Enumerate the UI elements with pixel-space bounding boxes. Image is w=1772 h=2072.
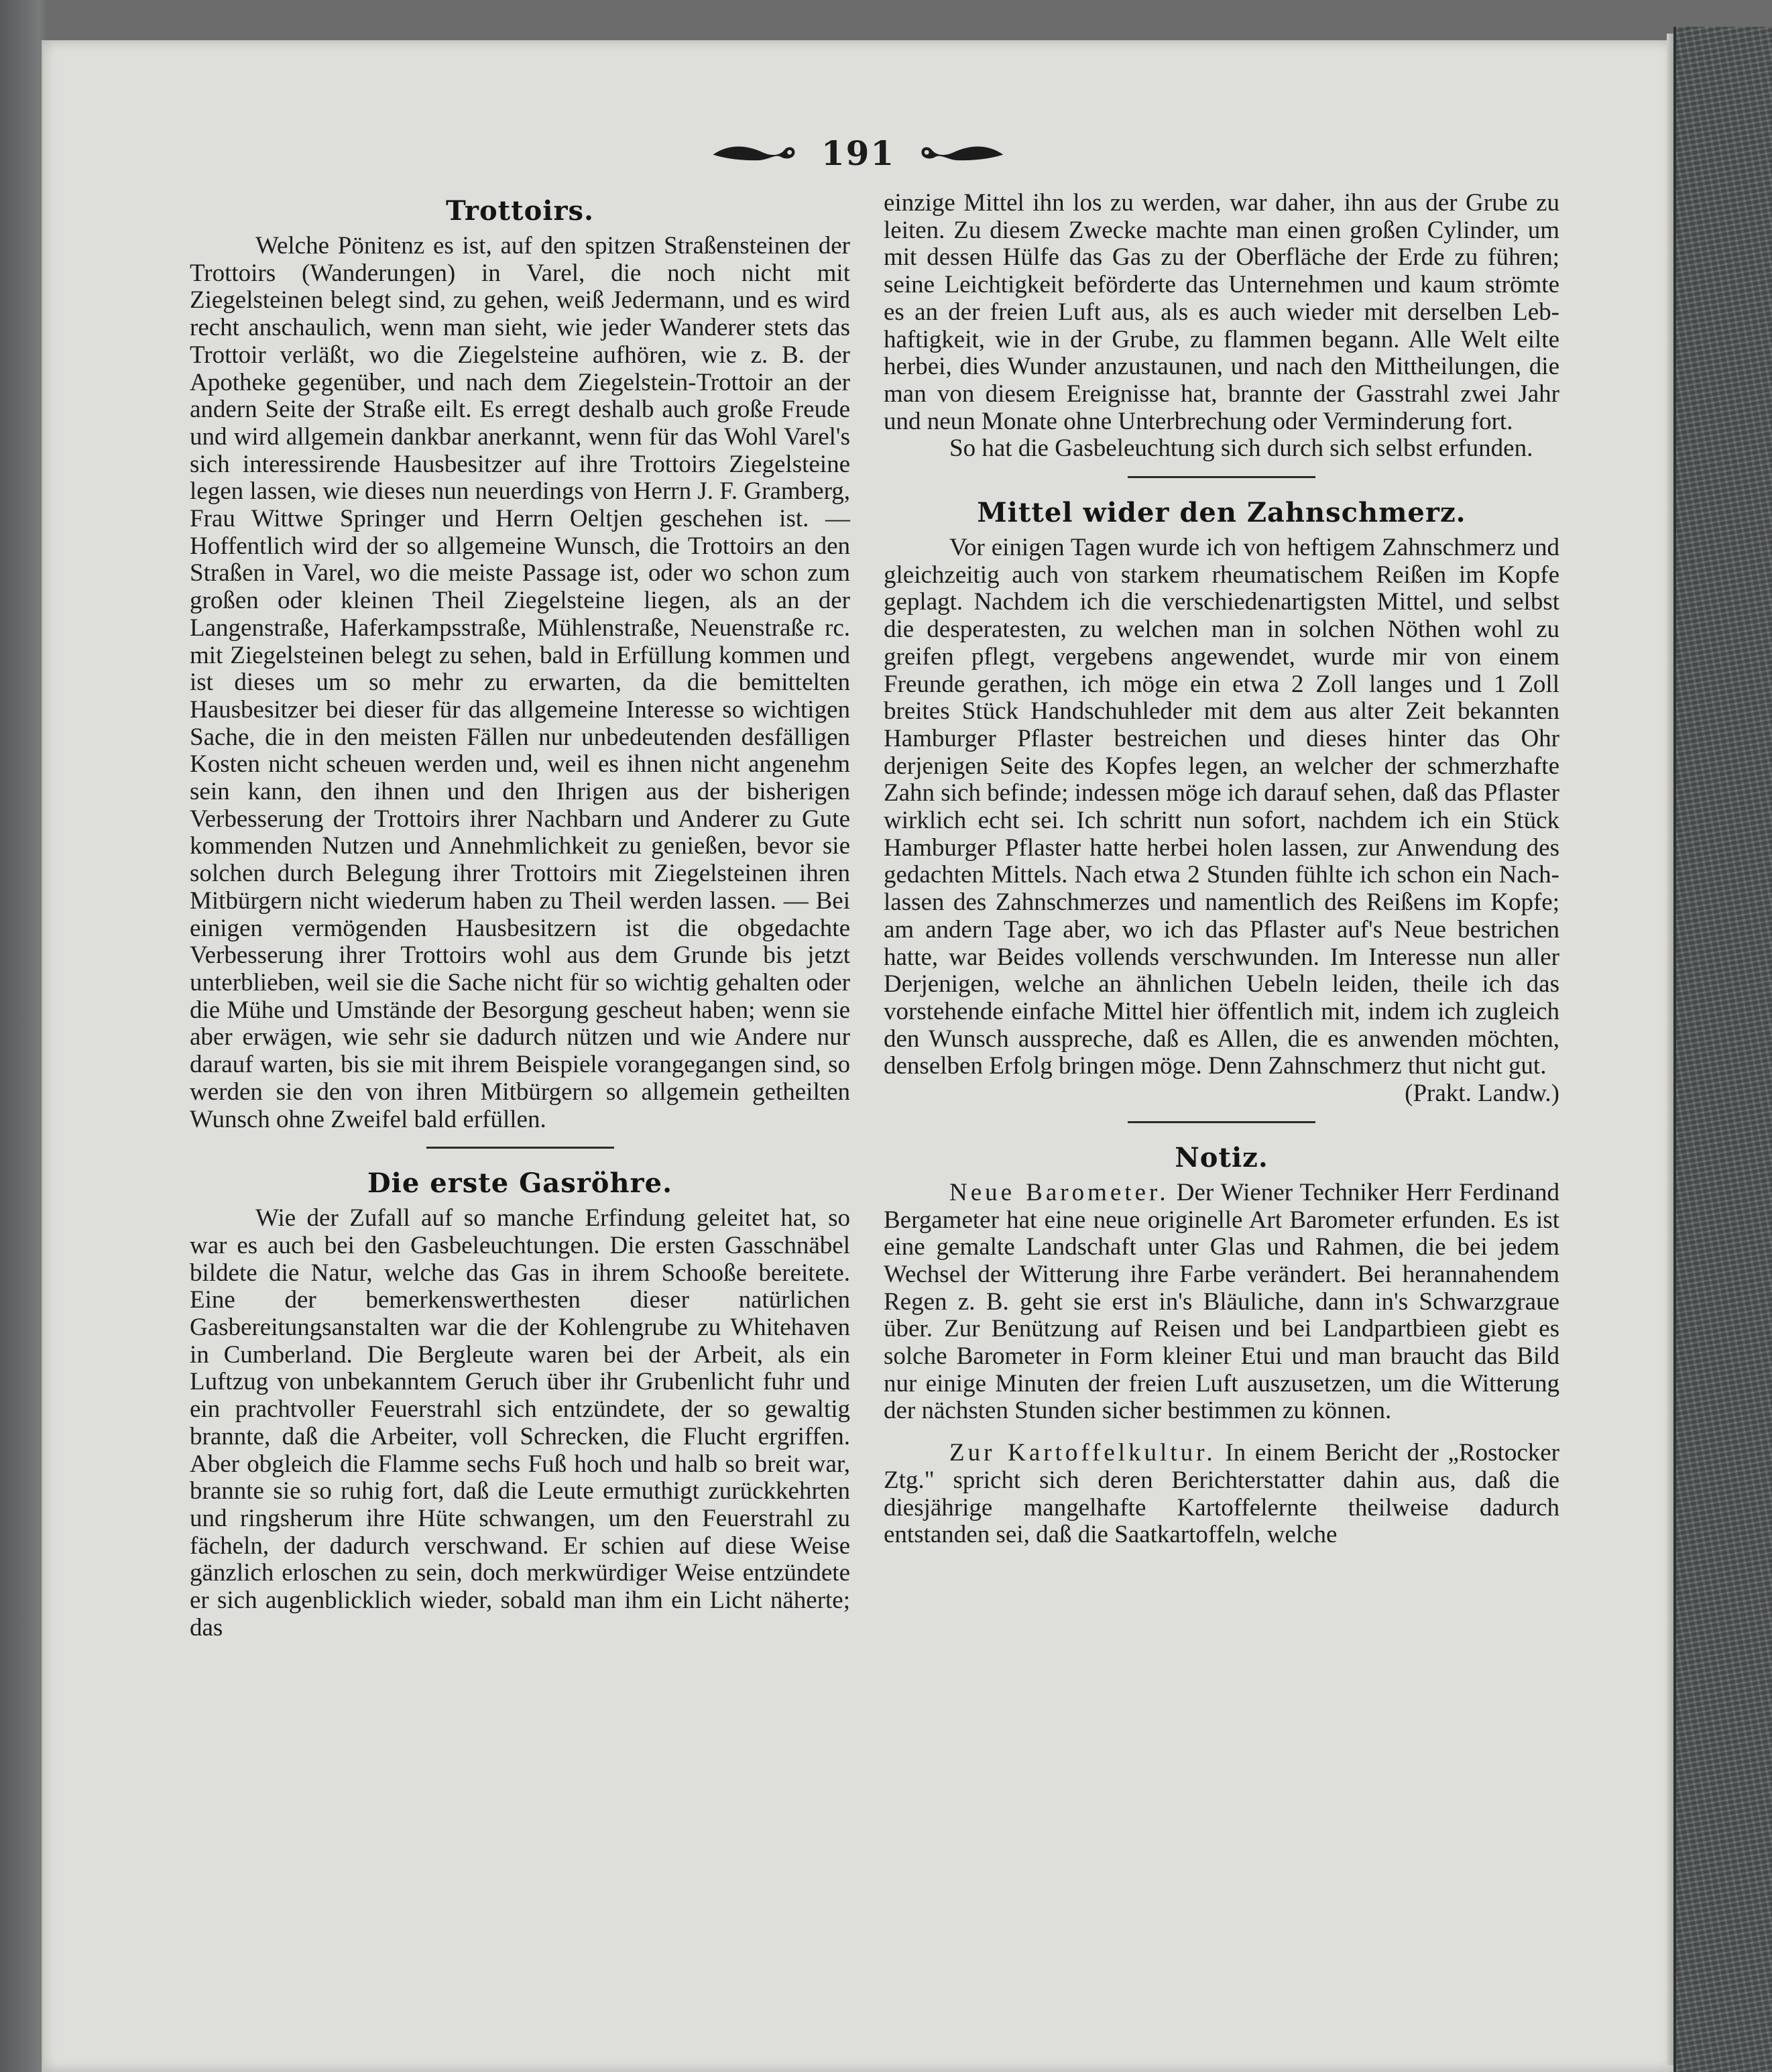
left-flourish-icon <box>711 136 797 170</box>
section-divider <box>1128 1121 1315 1123</box>
article-title-zahnschmerz: Mittel wider den Zahnschmerz. <box>977 497 1466 529</box>
article-attribution: (Prakt. Landw.) <box>1405 1080 1559 1108</box>
article-title-trottoirs: Trottoirs. <box>446 195 594 227</box>
page-header <box>711 126 1006 180</box>
right-flourish-icon <box>919 136 1006 170</box>
section-divider <box>426 1147 614 1149</box>
notiz-barometer <box>884 1179 1559 1425</box>
right-column <box>884 190 1559 1549</box>
notiz-barometer-lead: Neue Barometer. <box>949 1178 1169 1206</box>
article-body-zahnschmerz: Vor einigen Tagen wurde ich von heftigem Zahnschmerz und gleichzeitig auch von starkem rheumatischem Reißen im Kopfe geplagt. Nachdem ich die verschiedenartigsten Mittel, und selbst die desperatesten, zu welchen man in solchen Nöthen wohl zu greifen pflegt, vergebens angewendet, wurde mir von einem Freunde gerathen, ich möge ein etwa 2 Zoll langes und 1 Zoll breites Stück Handschuhleder mit dem aus alter Zeit bekannten Hamburger Pflaster bestreichen und dieses hinter das Ohr derjenigen Seite des Kopfes legen, an welcher der schmerzhafte Zahn sich befinde; indessen möge ich darauf sehen, daß das Pflaster wirklich echt sei. Ich schritt nun sofort, nachdem ich ein Stück Hamburger Pflaster hatte herbei holen lassen, zur Anwendung des gedachten Mittels. Nach etwa 2 Stunden fühlte ich schon ein Nachlassen des Zahnschmerzes und namentlich des Reißens im Kopfe; am andern Tage aber, wo ich das Pflaster auf's Neue bestrichen hatte, war Beides vollends verschwunden. Im Interesse nun aller Derjenigen, welche an ähnlichen Uebeln leiden, theile ich das vorstehende einfache Mittel hier öffentlich mit, indem ich zugleich den Wunsch ausspreche, daß es Allen, die es anwenden möchten, denselben Erfolg bringen möge. Denn Zahnschmerz thut nicht gut. <box>884 534 1559 1080</box>
notiz-kartoffel-body: In einem Bericht der „Rostocker Ztg." spricht sich deren Berichterstatter dahin aus, daß die diesjährige mangelhafte Kartoffelernte theilweise dadurch entstanden sei, daß die Saatkartoffeln, welche <box>884 1439 1559 1549</box>
article-closing-gasroehre: So hat die Gasbeleuchtung sich durch sich selbst erfunden. <box>949 435 1533 463</box>
article-title-notiz: Notiz. <box>1175 1141 1268 1173</box>
notiz-kartoffel-lead: Zur Kartoffelkultur. <box>949 1439 1216 1467</box>
notiz-barometer-body: Der Wiener Techniker Herr Ferdinand Bergameter hat eine neue originelle Art Barometer erfunden. Es ist eine gemalte Landschaft unter Glas und Rahmen, die bei jedem Wechsel der Witterung ihre Farbe verändert. Bei herannahendem Regen z. B. geht sie erst in's Bläuliche, dann in's Schwarzgraue über. Zur Benützung auf Reisen und bei Landpartbieen giebt es solche Barometer in Form kleiner Etui und man braucht das Bild nur einige Minuten der freien Luft auszusetzen, um die Witterung der nächsten Stunden sicher bestimmen zu können. <box>884 1178 1560 1425</box>
article-body-gasroehre: Wie der Zufall auf so manche Erfindung geleitet hat, so war es auch bei den Gasbeleuchtungen. Die ersten Gasschnäbel bildete die Natur, welche das Gas in ihrem Schooße bereitete. Eine der bemerkenswerthesten dieser natürlichen Gasbereitungsanstalten war die der Kohlengrube zu Whitehaven in Cumberland. Die Bergleute waren bei der Arbeit, als ein Luftzug von unbekanntem Geruch über ihr Grubenlicht fuhr und ein prachtvoller Feuerstrahl sich entzündete, der so gewaltig brannte, daß die Arbeiter, voll Schrecken, die Flucht ergriffen. Aber obgleich die Flamme sechs Fuß hoch und halb so breit war, brannte sie so ruhig fort, daß die Leute ermuthigt zurückkehrten und ringsherum ihre Hüte schwangen, um den Feuerstrahl zu fächeln, der dadurch verschwand. Er schien auf diese Weise gänzlich erloschen zu sein, doch merkwürdiger Weise entzündete er sich augenblicklich wieder, sobald man ihm ein Licht näherte; das <box>190 1204 850 1642</box>
page-number: 191 <box>821 133 896 173</box>
book-binding <box>1673 27 1772 2072</box>
section-divider <box>1128 476 1315 478</box>
article-body-gasroehre-continued: einzige Mittel ihn los zu werden, war daher, ihn aus der Grube zu leiten. Zu diesem Zwecke machte man einen großen Cylinder, um mit dessen Hülfe das Gas zu der Oberfläche der Erde zu führen; seine Leichtigkeit beförderte das Unternehmen und kaum strömte es an der freien Luft aus, als es auch wieder mit derselben Lebhaftigkeit, wie in der Grube, zu flammen begann. Alle Welt eilte herbei, dies Wunder anzustaunen, und nach den Mittheilungen, die man von diesem Ereignisse hat, brannte der Gasstrahl zwei Jahr und neun Monate ohne Unterbrechung oder Verminderung fort. <box>884 189 1559 435</box>
article-title-gasroehre: Die erste Gasröhre. <box>367 1167 673 1200</box>
notiz-kartoffel <box>884 1440 1559 1549</box>
left-column <box>190 190 850 1642</box>
article-body-trottoirs: Welche Pönitenz es ist, auf den spitzen Straßensteinen der Trottoirs (Wanderungen) in Varel, die noch nicht mit Ziegelsteinen belegt sind, zu gehen, weiß Jedermann, und es wird recht anschaulich, wenn man sieht, wie jeder Wanderer stets das Trottoir verläßt, wo die Ziegelsteine aufhören, wie z. B. der Apotheke gegenüber, und nach dem Ziegelstein-Trottoir an der andern Seite der Straße eilt. Es erregt deshalb auch große Freude und wird allgemein dankbar anerkannt, wenn für das Wohl Varel's sich interessirende Hausbesitzer auf ihre Trottoirs Ziegelsteine legen lassen, wie dieses nun neuerdings von Herrn J. F. Gramberg, Frau Wittwe Springer und Herrn Oeltjen geschehen ist. — Hoffentlich wird der so allgemeine Wunsch, die Trottoirs an den Straßen in Varel, wo die meiste Passage ist, oder wo schon zum großen oder kleinen Theil Ziegelsteine liegen, als an der Langenstraße, Haferkampsstraße, Mühlenstraße, Neuenstraße rc. mit Ziegelsteinen belegt zu sehen, bald in Erfüllung kommen und ist dieses um so mehr zu erwarten, da die bemittelten Hausbesitzer bei dieser für das allgemeine Interesse so wichtigen Sache, die in den meisten Fällen nur unbedeutenden desfälligen Kosten nicht scheuen werden und, weil es ihnen nicht angenehm sein kann, den ihnen und den Ihrigen aus der bisherigen Verbesserung der Trottoirs ihrer Nachbarn und Anderer zu Gute kommenden Nutzen und Annehmlichkeit zu genießen, bevor sie solchen durch Belegung ihrer Trottoirs mit Ziegelsteinen ihren Mitbürgern nicht wiederum haben zu Theil werden lassen. — Bei einigen vermögenden Hausbesitzern ist die obgedachte Verbesserung ihrer Trottoirs wohl aus dem Grunde bis jetzt unterblieben, weil sie die Sache nicht für so wichtig gehalten oder die Mühe und Umstände der Besorgung gescheut haben; wenn sie aber erwägen, wie sehr sie dadurch nützen und wie Andere nur darauf warten, bis sie mit ihrem Beispiele vorangegangen sind, so werden sie den von ihren Mitbürgern so allgemein getheilten Wunsch ohne Zweifel bald erfüllen. <box>190 232 850 1133</box>
